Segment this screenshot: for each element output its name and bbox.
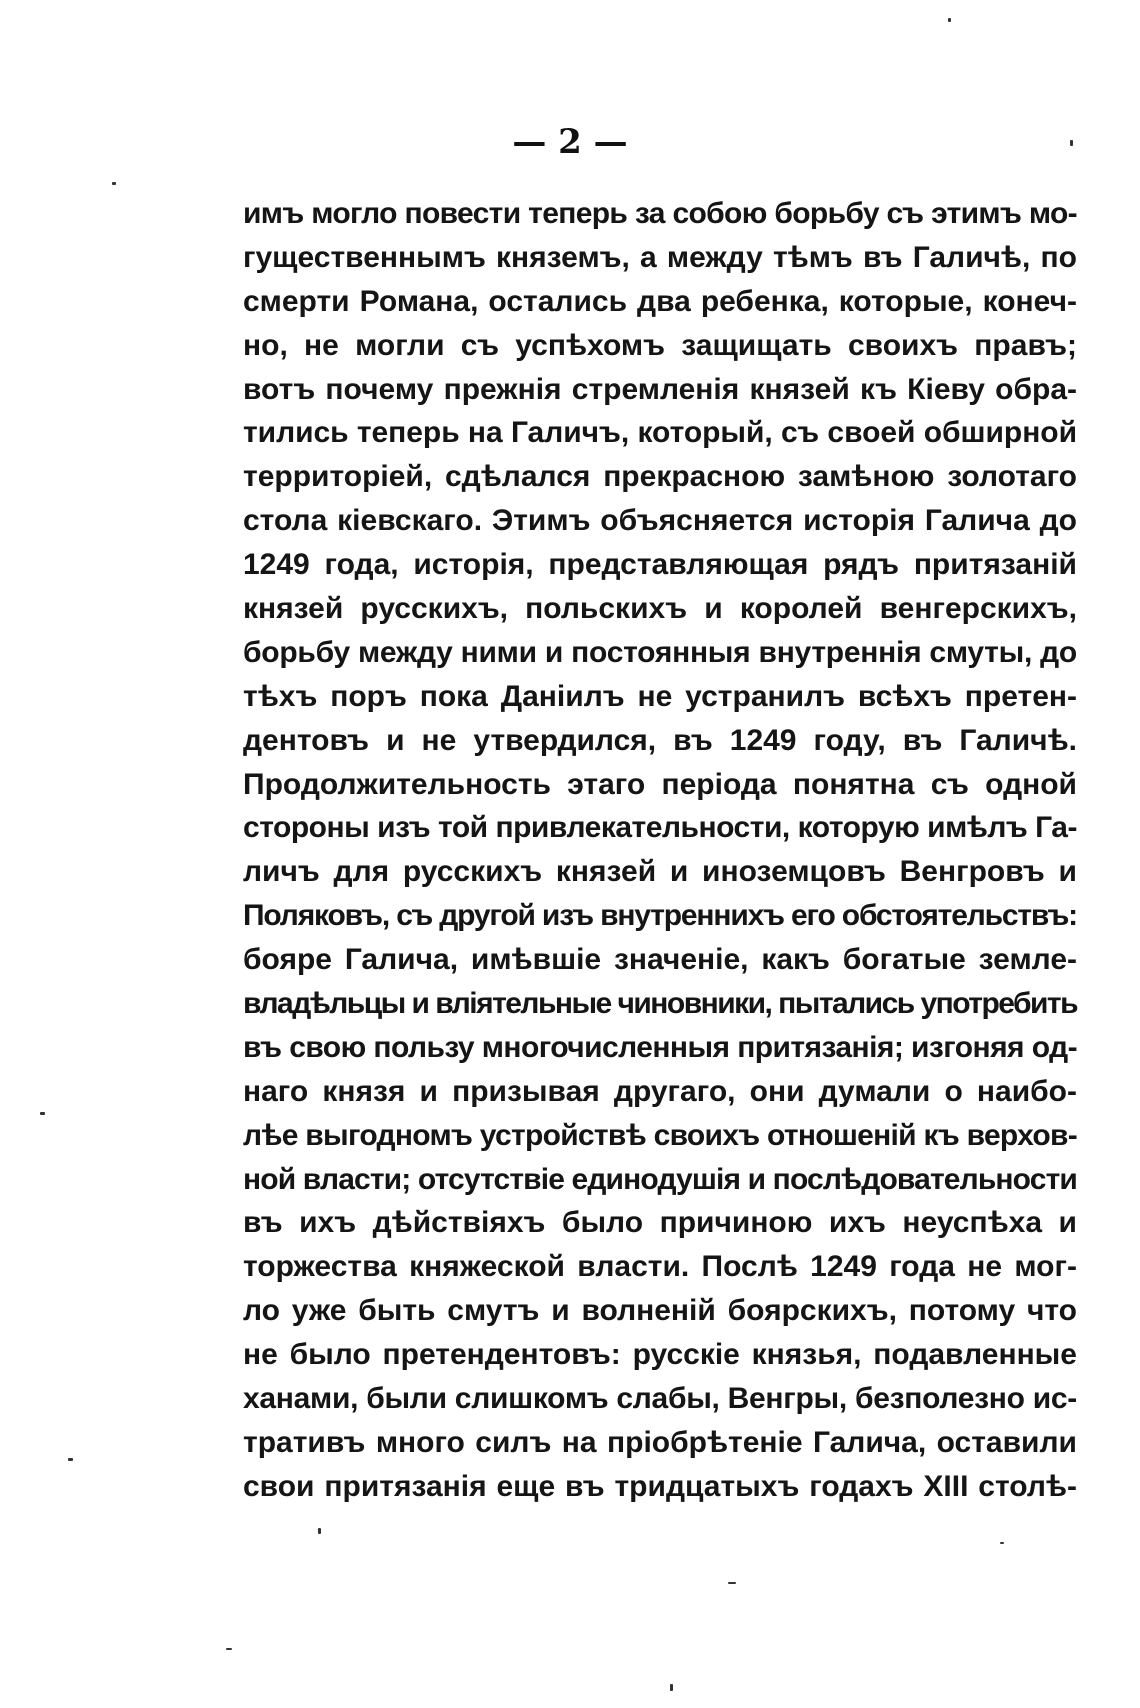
text-line: смерти Романа, остались два ребенка, которые, конеч- — [243, 284, 1077, 318]
text-line: 1249 года, исторія, представляющая рядъ притязаній — [243, 548, 1077, 582]
text-line: борьбу между ними и постоянныя внутреннія смуты, до — [243, 635, 1077, 669]
text-line: торжества княжеской власти. Послѣ 1249 года не мог- — [243, 1250, 1077, 1284]
body-text — [243, 192, 1077, 1509]
text-line: не было претендентовъ: русскіе князья, подавленные — [243, 1338, 1077, 1372]
text-line: въ ихъ дѣйствіяхъ было причиною ихъ неуспѣха и — [243, 1206, 1077, 1240]
text-line: ной власти; отсутствіе единодушія и послѣдовательности — [243, 1162, 1077, 1196]
text-line: лѣе выгодномъ устройствѣ своихъ отношеній къ верхов- — [243, 1118, 1077, 1152]
scan-speck — [1000, 1542, 1004, 1544]
scan-speck — [1070, 140, 1073, 146]
text-line: вотъ почему прежнія стремленія князей къ Кіеву обра- — [243, 372, 1077, 406]
text-line: ло уже быть смутъ и волненій боярскихъ, потому что — [243, 1294, 1077, 1328]
text-line: тились теперь на Галичъ, который, съ своей обширной — [243, 416, 1077, 450]
text-line: Продолжительность этаго періода понятна съ одной — [243, 767, 1077, 801]
text-line: стороны изъ той привлекательности, которую имѣлъ Га- — [243, 811, 1077, 845]
text-line: тративъ много силъ на пріобрѣтеніе Галича, оставили — [243, 1425, 1077, 1459]
scan-speck — [68, 1458, 73, 1461]
text-line: бояре Галича, имѣвшіе значеніе, какъ богатые земле- — [243, 943, 1077, 977]
text-line: имъ могло повести теперь за собою борьбу съ этимъ мо- — [243, 197, 1077, 230]
scan-speck — [112, 182, 116, 185]
text-line: тѣхъ поръ пока Даніилъ не устранилъ всѣхъ претен- — [243, 679, 1077, 713]
text-line: въ свою пользу многочисленныя притязанія; изгоняя од- — [243, 1030, 1077, 1064]
scan-speck — [226, 1648, 232, 1650]
text-line: владѣльцы и вліятельные чиновники, пытались употребить — [243, 987, 1077, 1021]
scan-speck — [948, 18, 951, 22]
text-line: территоріей, сдѣлался прекрасною замѣною золотаго — [243, 460, 1077, 494]
text-line: князей русскихъ, польскихъ и королей венгерскихъ, — [243, 592, 1077, 626]
text-line: гущественнымъ княземъ, а между тѣмъ въ Галичѣ, по — [243, 240, 1077, 274]
scan-speck — [318, 1528, 321, 1534]
page-number: — 2 — — [512, 122, 628, 162]
text-line: ханами, были слишкомъ слабы, Венгры, безполезно ис- — [243, 1382, 1077, 1416]
text-line: стола кіевскаго. Этимъ объясняется исторія Галича до — [243, 504, 1077, 538]
text-line: свои притязанія еще въ тридцатыхъ годахъ XIII столѣ- — [243, 1469, 1077, 1503]
text-line: дентовъ и не утвердился, въ 1249 году, въ Галичѣ. — [243, 723, 1077, 757]
text-line: но, не могли съ успѣхомъ защищать своихъ правъ; — [243, 328, 1077, 362]
text-line: Поляковъ, съ другой изъ внутреннихъ его обстоятельствъ: — [243, 899, 1077, 933]
scan-speck — [670, 1684, 673, 1691]
scan-speck — [728, 1582, 736, 1584]
scan-speck — [40, 1112, 45, 1115]
text-line: наго князя и призывая другаго, они думали о наибо- — [243, 1074, 1077, 1108]
text-line: личъ для русскихъ князей и иноземцовъ Венгровъ и — [243, 855, 1077, 889]
